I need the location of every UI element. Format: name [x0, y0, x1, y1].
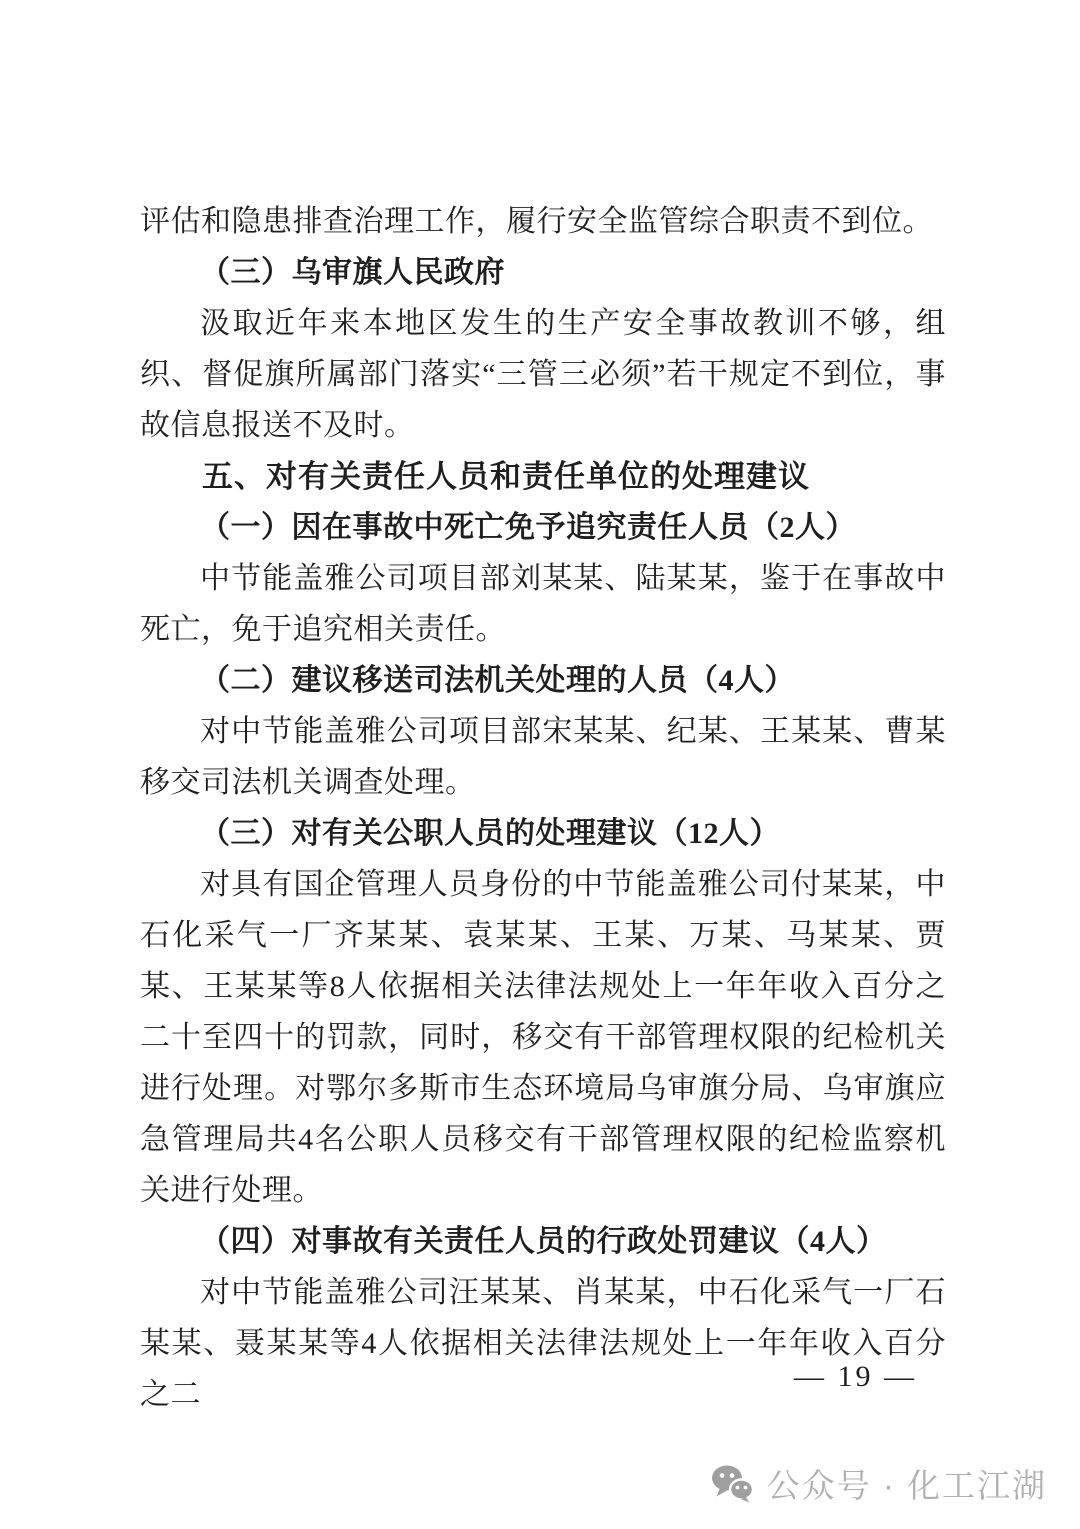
subsection-heading-3-government: （三）乌审旗人民政府	[200, 256, 505, 289]
subsection-heading-2: （二）建议移送司法机关处理的人员（4人）	[200, 664, 795, 697]
body-paragraph: 对中节能盖雅公司项目部宋某某、纪某、王某某、曹某移交司法机关调查处理。	[140, 715, 946, 799]
subsection-heading-3: （三）对有关公职人员的处理建议（12人）	[200, 817, 780, 850]
watermark-text: 公众号 · 化工江湖	[766, 1467, 1047, 1504]
wechat-icon	[711, 1465, 755, 1503]
section-heading-5: 五、对有关责任人员和责任单位的处理建议	[202, 459, 810, 494]
body-paragraph: 汲取近年来本地区发生的生产安全事故教训不够，组织、督促旗所属部门落实“三管三必须”若干规定不到位，事故信息报送不及时。	[140, 307, 946, 442]
body-paragraph: 对中节能盖雅公司汪某某、肖某某，中石化采气一厂石某某、聂某某等4人依据相关法律法规处上一年年收入百分之二	[140, 1276, 946, 1411]
page-number: — 19 —	[794, 1360, 917, 1393]
body-paragraph-continued: 评估和隐患排查治理工作，履行安全监管综合职责不到位。	[140, 205, 933, 238]
body-paragraph: 对具有国企管理人员身份的中节能盖雅公司付某某，中石化采气一厂齐某某、袁某某、王某、万某、马某某、贾某、王某某等8人依据相关法律法规处上一年年收入百分之二十至四十的罚款，同时，移交有干部管理权限的纪检机关进行处理。对鄂尔多斯市生态环境局乌审旗分局、乌审旗应急管理局共4名公职人员移交有干部管理权限的纪检监察机关进行处理。	[140, 868, 946, 1207]
body-paragraph: 中节能盖雅公司项目部刘某某、陆某某，鉴于在事故中死亡，免于追究相关责任。	[140, 562, 946, 646]
watermark	[711, 1460, 1047, 1507]
document-body	[140, 196, 946, 1420]
subsection-heading-1: （一）因在事故中死亡免予追究责任人员（2人）	[200, 511, 856, 544]
subsection-heading-4: （四）对事故有关责任人员的行政处罚建议（4人）	[200, 1225, 887, 1258]
